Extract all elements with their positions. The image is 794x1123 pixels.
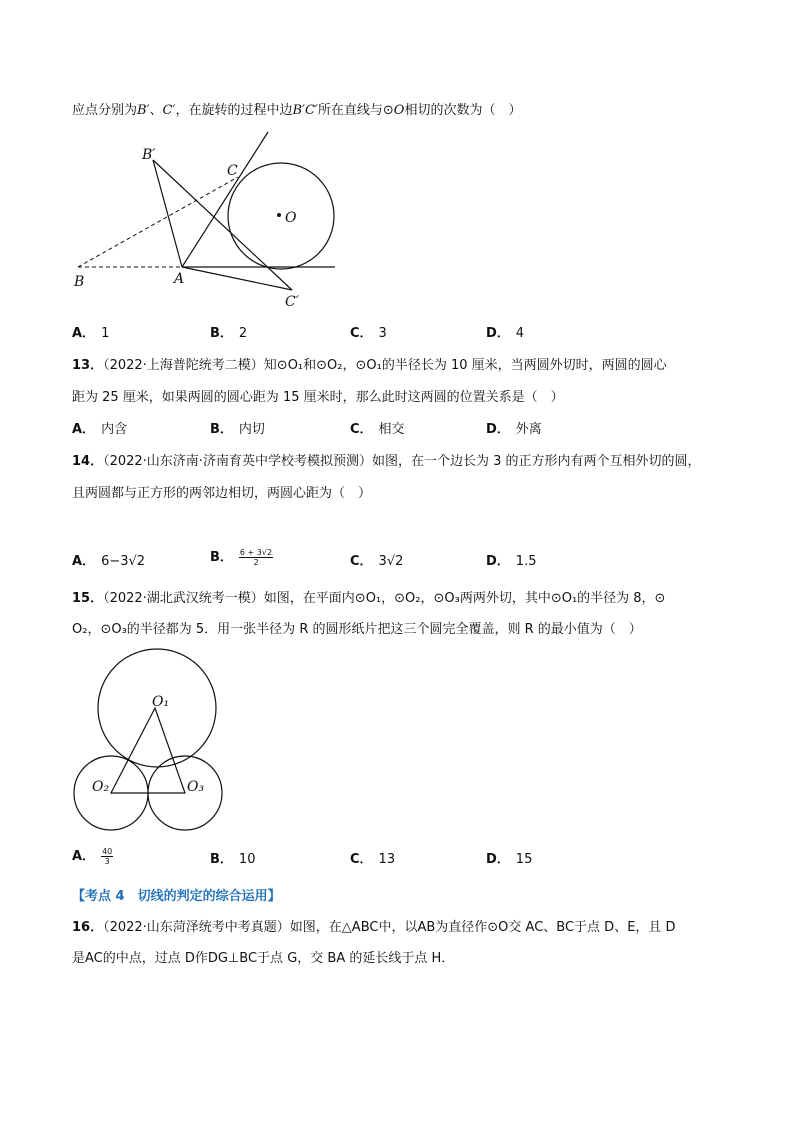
q14-option-c [350, 553, 403, 571]
q13-option-a-label: A． [72, 422, 96, 437]
label-o: O [285, 210, 297, 226]
q13-line1 [72, 357, 667, 375]
q12-option-b-label: B． [210, 326, 233, 341]
q15-option-a-denominator: 3 [104, 857, 110, 866]
q16-number: 16． [72, 920, 104, 935]
q14-option-b [210, 548, 273, 567]
q12-text-d: 相切的次数为（ ） [404, 103, 522, 118]
q12-sep: 、 [149, 103, 163, 118]
q16-text1: （2022·山东菏泽统考中考真题）如图，在△ABC中，以AB为直径作⊙O交 AC、BC于点 D、E，且 D [103, 920, 676, 935]
q13-text2: 距为 25 厘米，如果两圆的圆心距为 15 厘米时，那么此时这两圆的位置关系是（ ） [72, 390, 564, 405]
q14-option-d-value: 1.5 [515, 554, 537, 569]
label-c: C [227, 163, 238, 179]
q15-option-b-value: 10 [238, 852, 256, 867]
q12-option-d [486, 325, 524, 343]
q15-option-a [72, 847, 113, 866]
q12-c-prime: C′ [162, 103, 176, 118]
q13-option-a [72, 421, 127, 439]
q12-option-c-label: C． [350, 326, 373, 341]
q13-option-b-value: 内切 [238, 422, 265, 437]
label-o2: O₂ [92, 779, 110, 795]
q16-line1 [72, 919, 676, 937]
q12-option-b [210, 325, 247, 343]
q12-b-prime: B′ [137, 103, 150, 118]
q15-option-c-value: 13 [378, 852, 396, 867]
q16-text2: 是AC的中点，过点 D作DG⊥BC于点 G，交 BA 的延长线于点 H． [72, 951, 455, 966]
q15-option-c [350, 851, 395, 869]
q15-option-a-numerator: 40 [102, 847, 113, 856]
label-b-prime: B′ [142, 147, 156, 163]
q12-option-d-value: 4 [515, 326, 525, 341]
dashed-bc [78, 177, 238, 267]
q14-option-b-fraction [239, 548, 273, 567]
q15-line2 [72, 621, 642, 639]
q14-option-a [72, 553, 145, 571]
q13-option-c-label: C． [350, 422, 373, 437]
q14-option-c-label: C． [350, 554, 373, 569]
label-b: B [74, 274, 85, 290]
q12-option-d-label: D． [486, 326, 510, 341]
q12-text-c: 所在直线与⊙ [317, 103, 394, 118]
q12-option-a-value: 1 [101, 326, 110, 341]
center-o-dot [277, 213, 281, 217]
q12-o-name: O [393, 103, 405, 118]
line-ac-prime [182, 267, 292, 290]
q13-option-d-label: D． [486, 422, 510, 437]
line-ab-prime [153, 160, 182, 267]
q15-option-d [486, 851, 532, 869]
q15-text1: （2022·湖北武汉统考一模）如图，在平面内⊙O₁，⊙O₂，⊙O₃两两外切，其中⊙O₁的半径为 8，⊙ [103, 591, 666, 606]
q14-text2: 且两圆都与正方形的两邻边相切，两圆心距为（ ） [72, 486, 372, 501]
q12-bc-prime: B′C′ [292, 103, 318, 118]
label-o1: O₁ [152, 694, 170, 710]
q15-option-a-fraction [101, 847, 113, 866]
q13-option-d [486, 421, 542, 439]
q13-option-a-value: 内含 [101, 422, 128, 437]
q12-option-c [350, 325, 387, 343]
q13-text1: （2022·上海普陀统考二模）知⊙O₁和⊙O₂，⊙O₁的半径长为 10 厘米，当两圆外切时，两圆的圆心 [103, 358, 667, 373]
q12-option-b-value: 2 [238, 326, 248, 341]
q14-option-b-label: B． [210, 550, 233, 565]
q15-option-b [210, 851, 255, 869]
q14-option-a-value: 6−3√2 [101, 554, 146, 569]
q13-option-d-value: 外离 [515, 422, 542, 437]
q13-option-c [350, 421, 405, 439]
q13-option-c-value: 相交 [378, 422, 405, 437]
q14-text1: （2022·山东济南·济南育英中学校考模拟预测）如图，在一个边长为 3 的正方形内有两个互相外切的圆， [103, 454, 701, 469]
q15-option-d-label: D． [486, 852, 510, 867]
q15-option-b-label: B． [210, 852, 233, 867]
q14-line1 [72, 453, 700, 471]
q15-option-a-label: A． [72, 849, 96, 864]
q13-number: 13． [72, 358, 104, 373]
label-o3: O₃ [187, 779, 205, 795]
label-c-prime: C′ [285, 294, 299, 310]
label-a: A [174, 271, 185, 287]
topic-heading: 【考点 4 切线的判定的综合运用】 [72, 889, 281, 904]
q12-option-a [72, 325, 109, 343]
q13-option-b [210, 421, 265, 439]
q15-figure [70, 645, 230, 840]
q12-figure [60, 130, 350, 315]
q16-line2 [72, 950, 454, 968]
triangle-o1o2o3 [111, 708, 185, 793]
q12-option-a-label: A． [72, 326, 96, 341]
q14-option-b-denominator: 2 [253, 558, 259, 567]
q15-number: 15． [72, 591, 104, 606]
q15-text2: O₂，⊙O₃的半径都为 5．用一张半径为 R 的圆形纸片把这三个圆完全覆盖，则 R 的最小值为（ ） [72, 622, 642, 637]
q13-line2 [72, 389, 564, 407]
q14-option-d [486, 553, 536, 571]
q14-line2 [72, 485, 371, 503]
q14-option-c-value: 3√2 [378, 554, 404, 569]
q14-option-b-numerator: 6 + 3√2 [239, 548, 273, 557]
q12-text-a: 应点分别为 [72, 103, 138, 118]
q14-option-d-label: D． [486, 554, 510, 569]
q14-number: 14． [72, 454, 104, 469]
q15-option-c-label: C． [350, 852, 373, 867]
q12-option-c-value: 3 [378, 326, 387, 341]
q13-option-b-label: B． [210, 422, 233, 437]
q15-option-d-value: 15 [515, 852, 533, 867]
circle-o [228, 163, 334, 269]
q12-stem [72, 102, 521, 120]
q14-option-a-label: A． [72, 554, 96, 569]
q12-text-b: ，在旋转的过程中边 [175, 103, 293, 118]
q15-line1 [72, 590, 665, 608]
